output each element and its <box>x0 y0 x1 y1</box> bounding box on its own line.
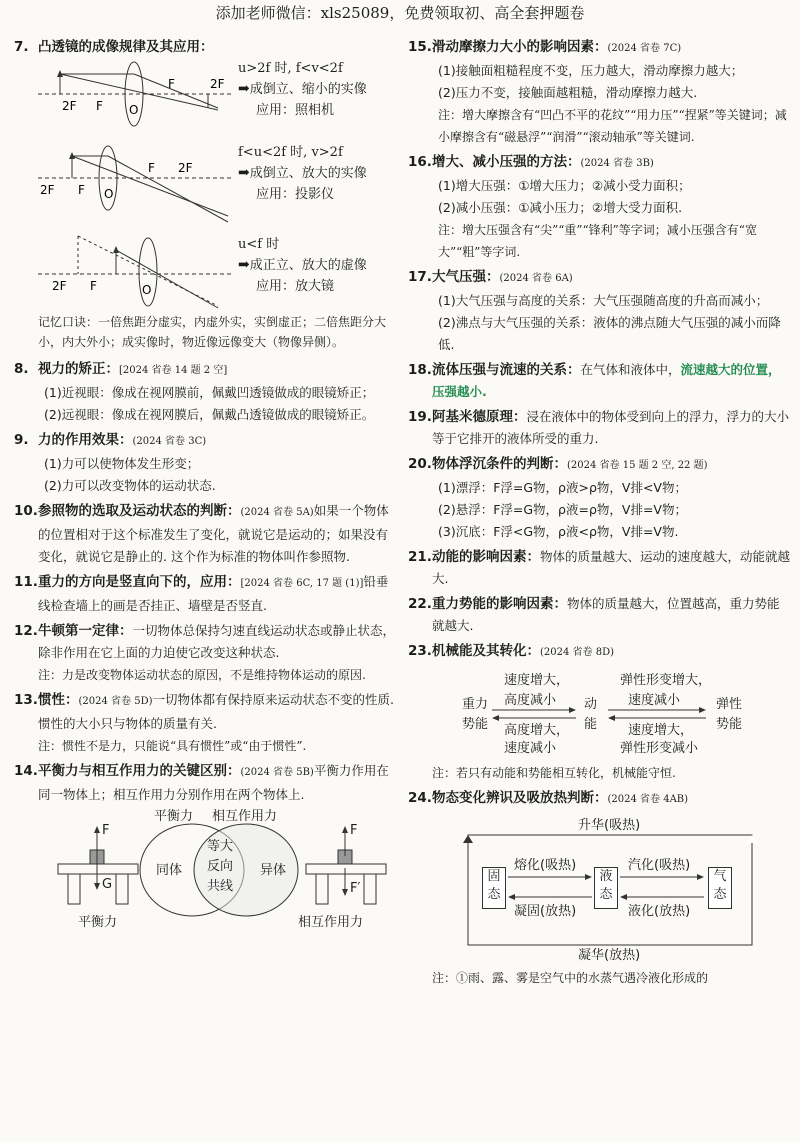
lens-diagram-camera <box>38 58 238 142</box>
item-title: 流体压强与流速的关系： <box>432 362 581 378</box>
liquefying-label: 液化(放热) <box>628 904 691 919</box>
state-liquid: 液态 <box>594 867 618 909</box>
flow-gp-2: 势能 <box>462 717 489 732</box>
energy-flow-diagram <box>432 666 790 758</box>
item-title: 大气压强： <box>432 269 500 285</box>
solidifying-label: 凝固(放热) <box>514 904 577 919</box>
label-o: O <box>129 103 139 117</box>
lens-text: u<f 时 ➡成正立、放大的虚像 应用：放大镜 <box>238 234 367 297</box>
venn-right-title: 相互作用力 <box>212 809 278 824</box>
vaporizing-label: 汽化(吸热) <box>628 858 691 873</box>
item-title: 视力的矫正： <box>38 361 119 377</box>
item-number: 18. <box>408 362 432 378</box>
item-title: 重力势能的影响因素： <box>432 596 567 612</box>
source-tag: (2024 省卷 5A) <box>240 507 314 518</box>
force-comparison-figure <box>14 809 398 938</box>
source-tag: [2024 省卷 6C, 17 题 (1)] <box>240 578 364 589</box>
item-number: 7. <box>14 39 29 55</box>
item-22 <box>408 593 790 637</box>
item-title: 平衡力与相互作用力的关键区别： <box>38 763 241 779</box>
item-line: (1)大气压强与高度的关系：大气压强随高度的升高而减小； <box>438 293 769 308</box>
label-f-right: F <box>148 161 155 175</box>
item-line: (2)减小压强：①减小压力；②增大受力面积. <box>438 200 683 215</box>
label-2f-right: 2F <box>178 161 193 175</box>
lens-app: 应用：照相机 <box>256 103 335 118</box>
source-tag: (2024 省卷 4AB) <box>607 794 689 805</box>
item-title: 物态变化辨识及吸放热判断： <box>432 790 608 806</box>
item-text: 浸在液体中的物体受到向上的浮力，浮力的大小等于它排开的液体所受的重力. <box>432 409 790 446</box>
item-line: (1)近视眼：像成在视网膜前，佩戴凹透镜做成的眼镜矫正； <box>44 385 375 400</box>
force-label-g: G <box>102 877 113 892</box>
note: 注：力是改变物体运动状态的原因，不是维持物体运动的原因. <box>38 668 366 682</box>
item-12 <box>14 620 398 686</box>
item-number: 20. <box>408 456 432 472</box>
flow-a2: 高度减小 <box>504 693 557 708</box>
venn-right-text: 异体 <box>260 863 287 878</box>
item-number: 16. <box>408 154 432 170</box>
label-o: O <box>104 187 114 201</box>
promo-banner: 添加老师微信：xls25089，免费领取初、高全套押题卷 <box>215 4 585 22</box>
flow-elastic-2: 势能 <box>716 717 743 732</box>
label-f-right: F <box>168 77 175 91</box>
item-number: 8. <box>14 361 29 377</box>
note: 注：①雨、露、雾是空气中的水蒸气遇冷液化形成的 <box>432 971 709 985</box>
item-20 <box>408 453 790 543</box>
item-line: (2)力可以改变物体的运动状态. <box>44 478 216 493</box>
flow-kinetic-2: 能 <box>584 717 598 732</box>
right-column <box>408 36 790 992</box>
force-label-f: F <box>102 823 110 838</box>
source-tag: (2024 省卷 5B) <box>240 767 314 778</box>
item-title: 力的作用效果： <box>38 432 133 448</box>
lens-cond: u<f 时 <box>238 237 280 252</box>
item-14 <box>14 760 398 806</box>
item-number: 21. <box>408 549 432 565</box>
memory-rhyme: 记忆口诀：一倍焦距分虚实，内虚外实，实倒虚正；二倍焦距分大小，内大外小；成实像时，物近像远像变大（物像异侧）。 <box>38 315 387 349</box>
flow-b1: 弹性形变增大， <box>620 673 712 688</box>
item-title: 参照物的选取及运动状态的判断： <box>38 503 241 519</box>
flow-a4: 速度减小 <box>504 741 557 756</box>
item-text: 一切物体总保持匀速直线运动状态或静止状态，除非作用在它上面的力迫使它改变这种状态. <box>38 623 396 660</box>
venn-mid-2: 反向 <box>207 859 234 874</box>
item-23 <box>408 640 790 784</box>
lens-result: 成正立、放大的虚像 <box>249 258 367 273</box>
melting-label: 熔化(吸热) <box>514 858 577 873</box>
note: 注：增大压强含有“尖”“重”“锋利”等字词；减小压强含有“宽大”“粗”等字词. <box>438 223 757 259</box>
item-line: (2)远视眼：像成在视网膜后，佩戴凸透镜做成的眼镜矫正。 <box>44 407 375 422</box>
item-number: 22. <box>408 596 432 612</box>
left-column <box>14 36 398 938</box>
label-2f: 2F <box>62 99 77 113</box>
force-label-fprime: F′ <box>350 881 361 896</box>
item-text: 如果一个物体的位置相对于这个标准发生了变化，就说它是运动的；如果没有变化，就说它是静止的. 这个作为标准的物体叫作参照物. <box>38 503 389 564</box>
item-line: (3)沉底：F浮<G物，ρ液<ρ物，V排=V物. <box>438 524 679 539</box>
label-2f: 2F <box>52 279 67 293</box>
item-number: 15. <box>408 39 432 55</box>
item-24 <box>408 787 790 989</box>
item-number: 19. <box>408 409 432 425</box>
item-number: 24. <box>408 790 432 806</box>
source-tag: (2024 省卷 15 题 2 空, 22 题) <box>567 460 708 471</box>
source-tag: (2024 省卷 5D) <box>78 696 153 707</box>
item-line: (2)压力不变，接触面越粗糙，滑动摩擦力越大. <box>438 85 698 100</box>
item-line: (2)悬浮：F浮=G物，ρ液=ρ物，V排=V物； <box>438 502 687 517</box>
item-number: 23. <box>408 643 432 659</box>
venn-left-text: 同体 <box>156 863 183 878</box>
source-tag: (2024 省卷 7C) <box>607 43 682 54</box>
item-number: 11. <box>14 574 38 590</box>
note: 注：惯性不是力，只能说“具有惯性”或“由于惯性”. <box>38 739 307 753</box>
source-tag: (2024 省卷 3C) <box>132 436 207 447</box>
item-number: 14. <box>14 763 38 779</box>
item-line: (1)增大压强：①增大压力；②减小受力面积； <box>438 178 691 193</box>
item-17 <box>408 266 790 356</box>
lens-case-3 <box>38 226 398 310</box>
lens-result: 成倒立、缩小的实像 <box>249 82 367 97</box>
highlight-text: 流速越大的位置，压强越小. <box>432 362 781 399</box>
source-tag: [2024 省卷 14 题 2 空] <box>119 365 228 376</box>
item-13 <box>14 689 398 757</box>
item-title: 牛顿第一定律： <box>38 623 133 639</box>
state-solid: 固态 <box>482 867 506 909</box>
item-21 <box>408 546 790 590</box>
item-title: 惯性： <box>38 692 79 708</box>
flow-kinetic-1: 动 <box>584 697 598 712</box>
phase-change-diagram <box>432 815 790 965</box>
item-title: 物体浮沉条件的判断： <box>432 456 567 472</box>
source-tag: (2024 省卷 3B) <box>580 158 654 169</box>
source-tag: (2024 省卷 8D) <box>540 647 614 658</box>
lens-case-1 <box>38 58 398 142</box>
deposition-label: 凝华(放热) <box>578 948 641 963</box>
item-number: 13. <box>14 692 38 708</box>
caption-interaction: 相互作用力 <box>298 915 364 930</box>
lens-diagram-magnifier <box>38 226 238 310</box>
lens-cond: f<u<2f 时, v>2f <box>238 145 343 160</box>
label-f: F <box>90 279 97 293</box>
item-text: 在气体和液体中， <box>580 362 681 377</box>
flow-b3: 速度增大， <box>628 723 694 738</box>
lens-app: 应用：放大镜 <box>256 279 335 294</box>
item-line: 惯性的大小只与物体的质量有关. <box>38 716 217 731</box>
flow-gp-1: 重力 <box>462 697 489 712</box>
item-title: 机械能及其转化： <box>432 643 540 659</box>
item-19 <box>408 406 790 450</box>
item-line: (1)接触面粗糙程度不变，压力越大，滑动摩擦力越大； <box>438 63 744 78</box>
sublimation-label: 升华(吸热) <box>578 818 641 833</box>
item-title: 动能的影响因素： <box>432 549 540 565</box>
lens-diagram-projector <box>38 142 238 226</box>
flow-elastic-1: 弹性 <box>716 697 743 712</box>
source-tag: (2024 省卷 6A) <box>499 273 573 284</box>
item-number: 17. <box>408 269 432 285</box>
state-gas: 气态 <box>708 867 732 909</box>
item-text: 物体的质量越大、运动的速度越大，动能就越大. <box>432 549 791 586</box>
item-15 <box>408 36 790 148</box>
caption-balance: 平衡力 <box>78 915 118 930</box>
item-number: 12. <box>14 623 38 639</box>
flow-b2: 速度减小 <box>628 693 681 708</box>
label-f: F <box>78 183 85 197</box>
label-f: F <box>96 99 103 113</box>
item-text: 铅垂线检查墙上的画是否挂正、墙壁是否竖直. <box>38 574 389 613</box>
item-line: (1)力可以使物体发生形变； <box>44 456 200 471</box>
item-text: 物体的质量越大，位置越高，重力势能就越大. <box>432 596 780 633</box>
item-text: 一切物体都有保持原来运动状态不变的性质. <box>152 692 394 707</box>
venn-mid-1: 等大 <box>207 839 234 854</box>
item-number: 10. <box>14 503 38 519</box>
item-11 <box>14 571 398 617</box>
item-title: 重力的方向是竖直向下的，应用： <box>38 574 241 590</box>
item-9 <box>14 429 398 497</box>
item-16 <box>408 151 790 263</box>
item-8 <box>14 358 398 426</box>
lens-text: u>2f 时, f<v<2f ➡成倒立、缩小的实像 应用：照相机 <box>238 58 367 121</box>
flow-b4: 弹性形变减小 <box>620 741 699 756</box>
label-o: O <box>142 283 152 297</box>
note: 注：若只有动能和势能相互转化，机械能守恒. <box>432 766 676 780</box>
note: 注：增大摩擦含有“凹凸不平的花纹”“用力压”“捏紧”等关键词；减小摩擦含有“磁悬浮”“润滑”“滚动轴承”等关键词. <box>438 108 787 144</box>
lens-result: 成倒立、放大的实像 <box>249 166 367 181</box>
item-number: 9. <box>14 432 29 448</box>
item-title: 阿基米德原理： <box>432 409 527 425</box>
flow-a1: 速度增大， <box>504 673 570 688</box>
lens-cond: u>2f 时, f<v<2f <box>238 61 343 76</box>
flow-a3: 高度增大， <box>504 723 570 738</box>
item-title: 凸透镜的成像规律及其应用： <box>38 39 214 55</box>
item-title: 滑动摩擦力大小的影响因素： <box>432 39 608 55</box>
label-2f: 2F <box>40 183 55 197</box>
label-2f-right: 2F <box>210 77 225 91</box>
item-7 <box>14 36 398 352</box>
item-line: (2)沸点与大气压强的关系：液体的沸点随大气压强的减小而降低. <box>438 315 781 352</box>
item-text: 平衡力作用在同一物体上；相互作用力分别作用在两个物体上. <box>38 763 389 802</box>
venn-mid-3: 共线 <box>207 879 234 894</box>
lens-text: f<u<2f 时, v>2f ➡成倒立、放大的实像 应用：投影仪 <box>238 142 367 205</box>
item-line: (1)漂浮：F浮=G物，ρ液>ρ物，V排<V物； <box>438 480 687 495</box>
item-title: 增大、减小压强的方法： <box>432 154 581 170</box>
item-10 <box>14 500 398 568</box>
lens-case-2 <box>38 142 398 226</box>
venn-left-title: 平衡力 <box>154 809 194 824</box>
item-18 <box>408 359 790 403</box>
force-label-f: F <box>350 823 358 838</box>
lens-app: 应用：投影仪 <box>256 187 335 202</box>
